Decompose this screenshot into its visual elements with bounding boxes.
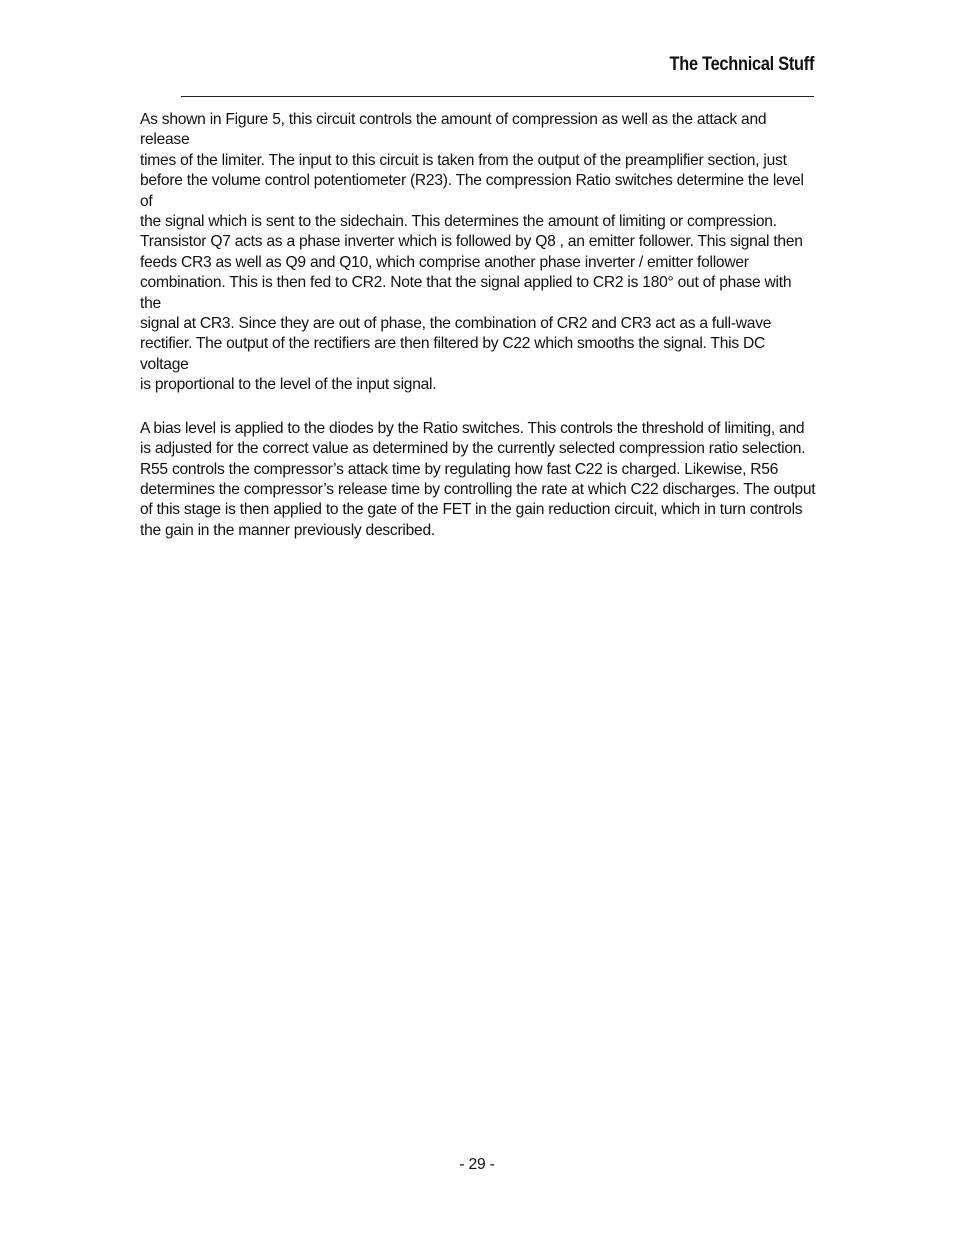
- page-number: - 29 -: [459, 1156, 495, 1173]
- body-paragraph-1: As shown in Figure 5, this circuit controls the amount of compression as well as the attack and release times of the limiter. The input to this circuit is taken from the output of the preamplifier section, just before the volume control potentiometer (R23). The compression Ratio switches determine the level of the signal which is sent to the sidechain. This determines the amount of limiting or compression. Transistor Q7 acts as a phase inverter which is followed by Q8 , an emitter follower. This signal then feeds CR3 as well as Q9 and Q10, which comprise another phase inverter / emitter follower combination. This is then fed to CR2. Note that the signal applied to CR2 is 180° out of phase with the signal at CR3. Since they are out of phase, the combination of CR2 and CR3 act as a full-wave rectifier. The output of the rectifiers are then filtered by C22 which smooths the signal. This DC voltage is proportional to the level of the input signal.: [140, 111, 804, 394]
- running-header-title: The Technical Stuff: [669, 54, 814, 75]
- body-text: [140, 110, 816, 564]
- header-rule: [181, 96, 814, 97]
- body-paragraph-2: A bias level is applied to the diodes by the Ratio switches. This controls the threshold of limiting, and is adjusted for the correct value as determined by the currently selected compression ratio selection. R55 controls the compressor’s attack time by regulating how fast C22 is charged. Likewise, R56 determines the compressor’s release time by controlling the rate at which C22 discharges. The output of this stage is then applied to the gate of the FET in the gain reduction circuit, which in turn controls the gain in the manner previously described.: [140, 419, 816, 539]
